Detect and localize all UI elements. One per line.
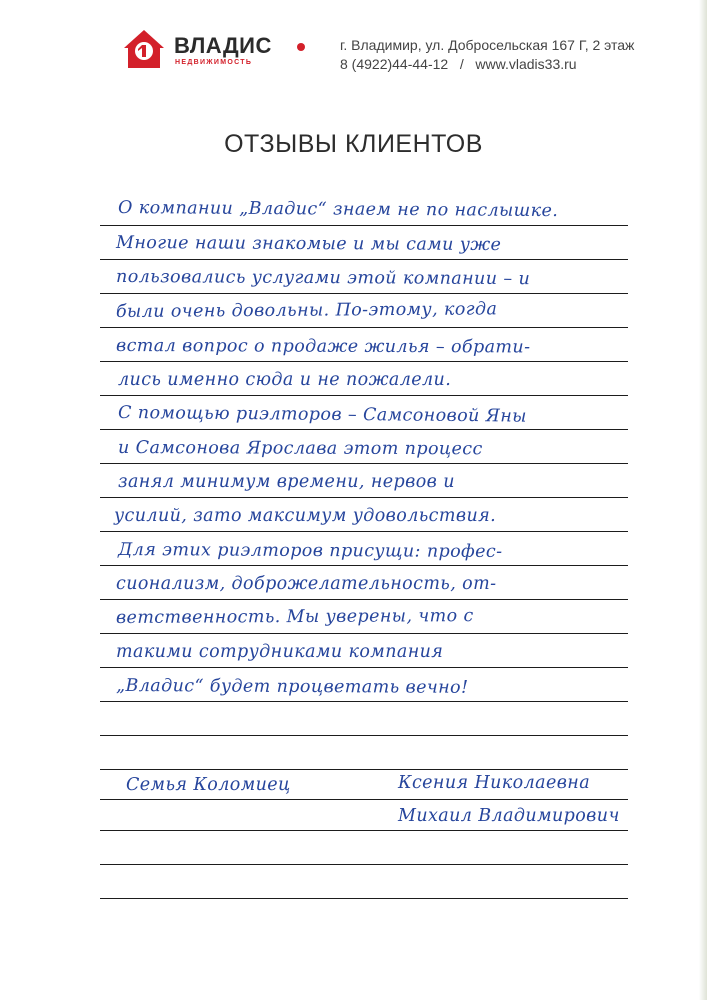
review-line: были очень довольны. По-этому, когда [115,299,498,322]
review-line: усилий, зато максимум удовольствия. [114,506,497,526]
signature-name-2: Михаил Владимирович [398,806,620,826]
address: г. Владимир, ул. Добросельская 167 Г, 2 этаж [340,37,635,53]
contact-line [340,56,577,72]
ruled-line [100,701,628,702]
ruled-line [100,898,628,899]
review-line: „Владис“ будет процветать вечно! [116,676,469,698]
website-link[interactable]: www.vladis33.ru [475,56,577,72]
signature-name-1: Ксения Николаевна [398,773,591,793]
ruled-line [100,799,628,800]
ruled-line [100,429,628,430]
house-key-icon [123,28,165,70]
brand-name: ВЛАДИС [174,33,272,58]
ruled-line [100,463,628,464]
brand-subtitle: НЕДВИЖИМОСТЬ [175,59,253,66]
review-line: лись именно сюда и не пожалели. [118,370,452,390]
phone: 8 (4922)44-44-12 [340,56,449,72]
ruled-line [100,327,628,328]
review-line: встал вопрос о продаже жилья – обрати- [116,336,531,358]
review-line: сионализм, доброжелательность, от- [116,574,497,594]
separator: / [459,56,464,72]
review-line: такими сотрудниками компания [116,642,444,662]
review-line: занял минимум времени, нервов и [118,472,455,492]
ruled-line [100,830,628,831]
review-line: Многие наши знакомые и мы сами уже [116,233,502,256]
review-line: пользовались услугами этой компании – и [116,267,531,290]
ruled-line [100,361,628,362]
ruled-line [100,395,628,396]
page-title: ОТЗЫВЫ КЛИЕНТОВ [224,130,483,158]
ruled-line [100,225,628,226]
ruled-line [100,497,628,498]
review-line: О компании „Владис“ знаем не по наслышке. [118,198,559,222]
review-line: С помощью риэлторов – Самсоновой Яны [118,403,527,427]
review-line: и Самсонова Ярослава этот процесс [118,438,483,460]
ruled-line [100,633,628,634]
review-line: ветственность. Мы уверены, что с [115,606,474,628]
red-dot-icon [297,43,305,51]
ruled-line [100,565,628,566]
ruled-line [100,667,628,668]
ruled-line [100,531,628,532]
ruled-line [100,864,628,865]
ruled-line [100,769,628,770]
review-line: Для этих риэлторов присущи: профес- [118,540,503,563]
signature-family: Семья Коломиец [126,775,291,795]
ruled-line [100,293,628,294]
ruled-line [100,259,628,260]
ruled-line [100,735,628,736]
ruled-line [100,599,628,600]
